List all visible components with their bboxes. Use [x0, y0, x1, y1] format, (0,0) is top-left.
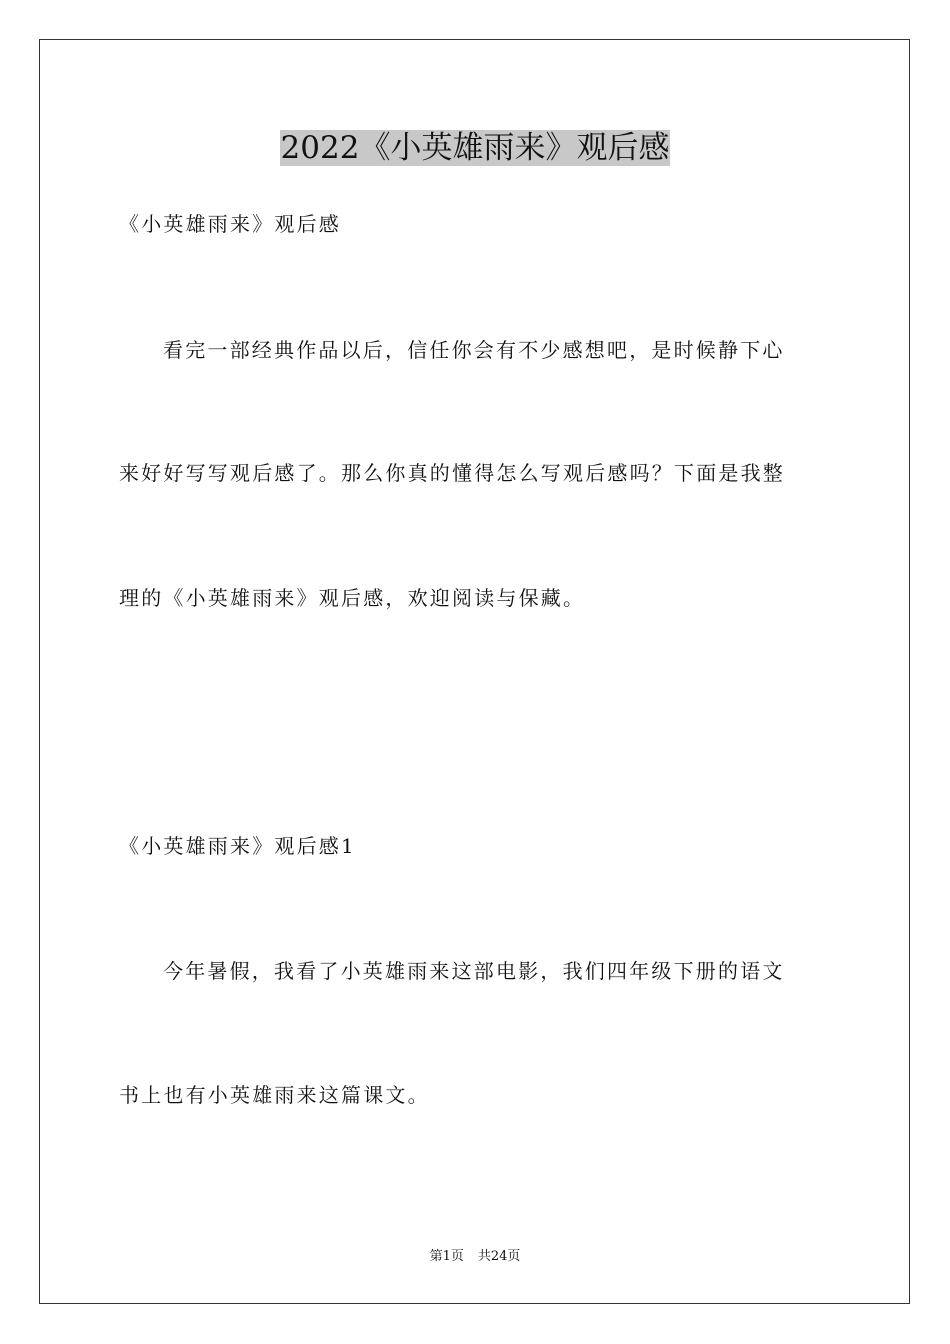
page-footer — [0, 1248, 950, 1266]
section-line-1: 今年暑假，我看了小英雄雨来这部电影，我们四年级下册的语文 — [163, 959, 785, 983]
section-line-2: 书上也有小英雄雨来这篇课文。 — [119, 1083, 430, 1107]
intro-line-1: 看完一部经典作品以后，信任你会有不少感想吧，是时候静下心 — [163, 338, 785, 362]
section-heading: 《小英雄雨来》观后感1 — [119, 834, 356, 858]
document-title — [0, 126, 950, 170]
intro-line-2: 来好好写写观后感了。那么你真的懂得怎么写观后感吗？下面是我整 — [119, 461, 785, 485]
document-subtitle: 《小英雄雨来》观后感 — [119, 212, 341, 236]
page-number: 第1页 — [429, 1249, 464, 1264]
intro-line-3: 理的《小英雄雨来》观后感，欢迎阅读与保藏。 — [119, 586, 586, 610]
document-title-text: 2022《小英雄雨来》观后感 — [280, 130, 670, 166]
page-total: 共24页 — [477, 1249, 521, 1264]
